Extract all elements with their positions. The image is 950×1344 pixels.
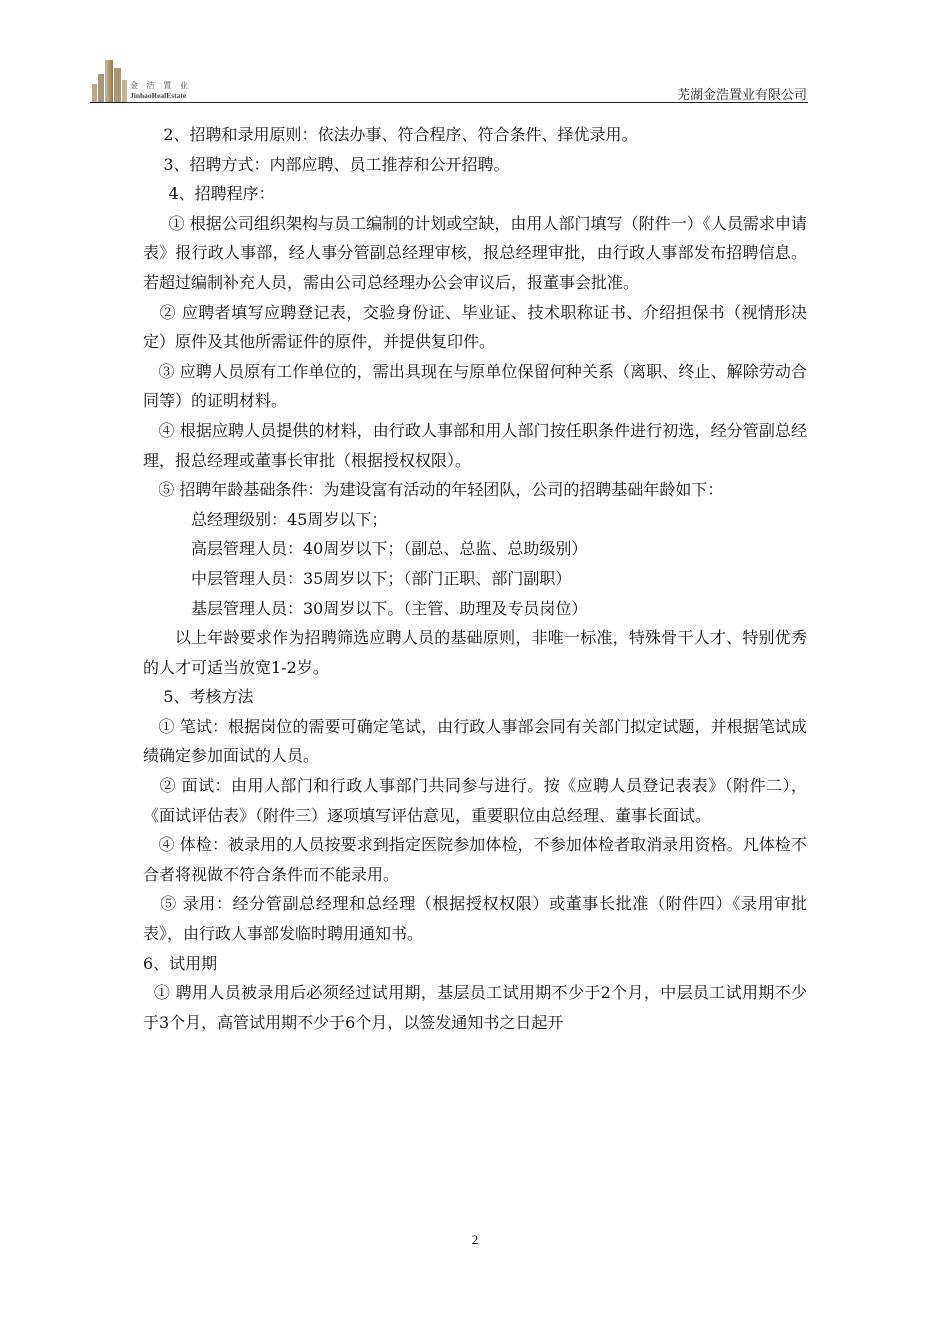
paragraph: ① 笔试：根据岗位的需要可确定笔试，由行政人事部会同有关部门拟定试题，并根据笔试成绩确定参加面试的人员。 [143,716,807,766]
section-heading: 6、试用期 [143,953,218,973]
paragraph: ② 面试：由用人部门和行政人事部门共同参与进行。按《应聘人员登记表表》（附件二），《面试评估表》（附件三）逐项填写评估意见，重要职位由总经理、董事长面试。 [143,776,807,825]
paragraph: ⑤ 录用：经分管副总经理和总经理（根据授权权限）或董事长批准（附件四）《录用审批表》，由行政人事部发临时聘用通知书。 [143,894,807,944]
logo-english-text: JinhaoRealEstate [130,91,187,100]
paragraph: ① 根据公司组织架构与员工编制的计划或空缺，由用人部门填写（附件一）《人员需求申请表》报行政人事部，经人事分管副总经理审核，报总经理审批，由行政人事部发布招聘信息。若超过编制补充人员，需由公司总经理办公会审议后，报董事会批准。 [143,213,807,292]
age-requirement: 中层管理人员：35周岁以下；（部门正职、部门副职） [191,568,572,588]
paragraph: ④ 体检：被录用的人员按要求到指定医院参加体检，不参加体检者取消录用资格。凡体检不合者将视做不符合条件而不能录用。 [143,835,807,884]
paragraph: 以上年龄要求作为招聘筛选应聘人员的基础原则，非唯一标准，特殊骨干人才、特别优秀的人才可适当放宽1-2岁。 [143,628,807,677]
paragraph: ④ 根据应聘人员提供的材料，由行政人事部和用人部门按任职条件进行初选，经分管副总经理，报总经理或董事长审批（根据授权权限）。 [143,420,807,470]
paragraph: ⑤ 招聘年龄基础条件：为建设富有活动的年轻团队，公司的招聘基础年龄如下： [158,480,724,500]
paragraph: 2、招聘和录用原则：依法办事、符合程序、符合条件、择优录用。 [163,125,638,144]
logo-chinese-text: 金 浩 置 业 [130,81,191,90]
document-body [143,120,807,1037]
section-heading: 5、考核方法 [163,687,254,707]
company-logo [90,58,200,104]
paragraph: ③ 应聘人员原有工作单位的，需出具现在与原单位保留何种关系（离职、终止、解除劳动合同等）的证明材料。 [143,361,807,411]
age-requirement: 高层管理人员：40周岁以下；（副总、总监、总助级别） [191,539,588,559]
company-name: 芜湖金浩置业有限公司 [676,88,807,103]
header-divider [90,102,808,103]
page-number: 2 [471,1232,479,1247]
paragraph: 4、招聘程序： [168,184,275,204]
age-requirement: 总经理级别：45周岁以下； [191,509,388,529]
building-logo-icon [90,58,130,104]
paragraph: ① 聘用人员被录用后必须经过试用期，基层员工试用期不少于2个月，中层员工试用期不少于3个月，高管试用期不少于6个月，以签发通知书之日起开 [143,983,807,1032]
paragraph: ② 应聘者填写应聘登记表，交验身份证、毕业证、技术职称证书、介绍担保书（视情形决定）原件及其他所需证件的原件，并提供复印件。 [143,302,807,352]
age-requirement: 基层管理人员：30周岁以下。（主管、助理及专员岗位） [191,598,588,618]
paragraph: 3、招聘方式：内部应聘、员工推荐和公开招聘。 [163,154,510,174]
